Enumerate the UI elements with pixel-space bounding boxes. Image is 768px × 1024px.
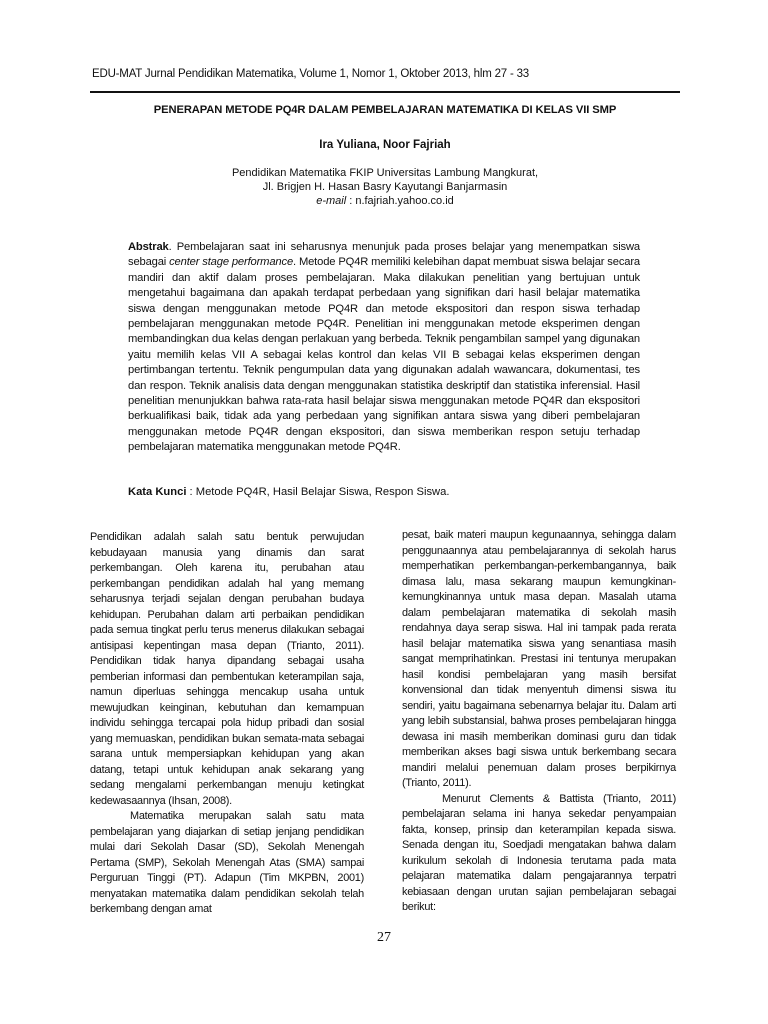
paper-authors: Ira Yuliana, Noor Fajriah bbox=[319, 139, 451, 151]
email-value: : n.fajriah.yahoo.co.id bbox=[349, 195, 454, 207]
page-number: 27 bbox=[377, 930, 391, 945]
body-column-left bbox=[90, 530, 364, 918]
keywords-text: : Metode PQ4R, Hasil Belajar Siswa, Respon Siswa. bbox=[186, 486, 450, 498]
running-header: EDU-MAT Jurnal Pendidikan Matematika, Volume 1, Nomor 1, Oktober 2013, hlm 27 - 33 bbox=[92, 68, 529, 80]
body-paragraph: Pendidikan adalah salah satu bentuk perwujudan kebudayaan manusia yang dinamis dan sarat perkembangan. Oleh karena itu, perubahan atau perkembangan pendidikan adalah hal yang memang seharusnya terjadi sejalan dengan perubahan budaya kehidupan. Perubahan dalam arti perbaikan pendidikan pada semua tingkat perlu terus menerus dilakukan sebagai antisipasi kepentingan masa depan (Trianto, 2011). Pendidikan tidak hanya dipandang sebagai usaha pemberian informasi dan pembentukan keterampilan saja, namun diperluas sehingga mencakup usaha untuk mewujudkan keinginan, kebutuhan dan kemampuan individu sehingga tercapai pola hidup pribadi dan sosial yang memuaskan, pendidikan bukan semata-mata sebagai sarana untuk mempersiapkan kehidupan yang akan datang, tetapi untuk kehidupan anak sekarang yang sedang mengalami perkembangan menuju ketingkat kedewasaannya (Ihsan, 2008). bbox=[90, 531, 364, 807]
body-paragraph: Matematika merupakan salah satu mata pembelajaran yang diajarkan di setiap jenjang pendidikan mulai dari Sekolah Dasar (SD), Sekolah Menengah Pertama (SMP), Sekolah Menengah Atas (SMA) sampai Perguruan Tinggi (PT). Adapun (Tim MKPBN, 2001) menyatakan matematika dalam pendidikan sekolah telah berkembang dengan amat bbox=[90, 810, 364, 915]
body-paragraph: pesat, baik materi maupun kegunaannya, sehingga dalam penggunaannya atau pembelajarannya di sekolah harus memperhatikan perkembangan-perkembangannya, baik dimasa lalu, masa sekarang maupun kemungkinan-kemungkinannya untuk masa depan. Masalah utama dalam pembelajaran matematika di sekolah masih rendahnya daya serap siswa. Hal ini tampak pada rerata hasil belajar matematika siswa yang senantiasa masih sangat memprihatinkan. Prestasi ini tentunya merupakan hasil kondisi pembelajaran yang masih bersifat konvensional dan tidak menyentuh dimensi siswa itu sendiri, yaitu bagaimana sebenarnya belajar itu. Dalam arti yang lebih substansial, bahwa proses pembelajaran hingga dewasa ini masih memberikan dominasi guru dan tidak memberikan akses bagi siswa untuk berkembang secara mandiri melalui penemuan dalam proses berpikirnya (Trianto, 2011). bbox=[402, 529, 676, 789]
abstract-text-1: . Pembelajaran saat ini seharusnya menunjuk pada proses belajar yang menempatkan siswa sebagai bbox=[128, 241, 640, 269]
abstract-text-2: . Metode PQ4R memiliki kelebihan dapat membuat siswa belajar secara mandiri dan aktif dalam proses pembelajaran. Maka dilakukan penelitian yang bertujuan untuk mengetahui bagaimana dan apakah terdapat perbedaan yang signifikan dari hasil belajar matematika siswa dengan menggunakan metode PQ4R dan metode ekspositori dan respon siswa terhadap pembelajaran menggunakan metode PQ4R. Penelitian ini menggunakan metode eksperimen dengan membandingkan dua kelas dengan perlakuan yang berbeda. Teknik pengambilan sampel yang digunakan yaitu memilih kelas VII A sebagai kelas kontrol dan kelas VII B sebagai kelas eksperimen dengan pertimbangan tertentu. Teknik pengumpulan data yang digunakan adalah wawancara, dokumentasi, tes dan respon. Teknik analisis data dengan menggunakan statistika deskriptif dan statistika inferensial. Hasil penelitian menunjukkan bahwa rata-rata hasil belajar siswa menggunakan metode PQ4R dan ekspositori berkualifikasi baik, tidak ada yang perbedaan yang signifikan antara siswa yang diberi pembelajaran menggunakan metode PQ4R dengan ekspositori, dan siswa memberikan respon setuju terhadap pembelajaran matematika menggunakan metode PQ4R. bbox=[128, 256, 640, 454]
abstract-italic-term: center stage performance bbox=[169, 256, 294, 269]
header-divider bbox=[90, 91, 680, 93]
body-paragraph: Menurut Clements & Battista (Trianto, 2011) pembelajaran selama ini hanya sekedar penyampaian fakta, konsep, prinsip dan keterampilan kepada siswa. Senada dengan itu, Soedjadi mengatakan bahwa dalam kurikulum sekolah di Indonesia terutama pada mata pelajaran matematika dalam pengajarannya terpatri kebiasaan dengan urutan sajian pembelajaran sebagai berikut: bbox=[402, 792, 676, 913]
email-label: e-mail bbox=[316, 195, 347, 207]
affiliation-line-2: Jl. Brigjen H. Hasan Basry Kayutangi Banjarmasin bbox=[262, 181, 508, 193]
paper-title: PENERAPAN METODE PQ4R DALAM PEMBELAJARAN MATEMATIKA DI KELAS VII SMP bbox=[153, 104, 617, 116]
abstract-label: Abstrak bbox=[128, 241, 169, 253]
affiliation-line-1: Pendidikan Matematika FKIP Universitas Lambung Mangkurat, bbox=[231, 167, 539, 179]
keywords-label: Kata Kunci bbox=[128, 486, 187, 498]
abstract bbox=[128, 240, 640, 456]
body-column-right bbox=[402, 528, 676, 916]
keywords bbox=[128, 486, 640, 498]
author-email bbox=[90, 195, 680, 207]
